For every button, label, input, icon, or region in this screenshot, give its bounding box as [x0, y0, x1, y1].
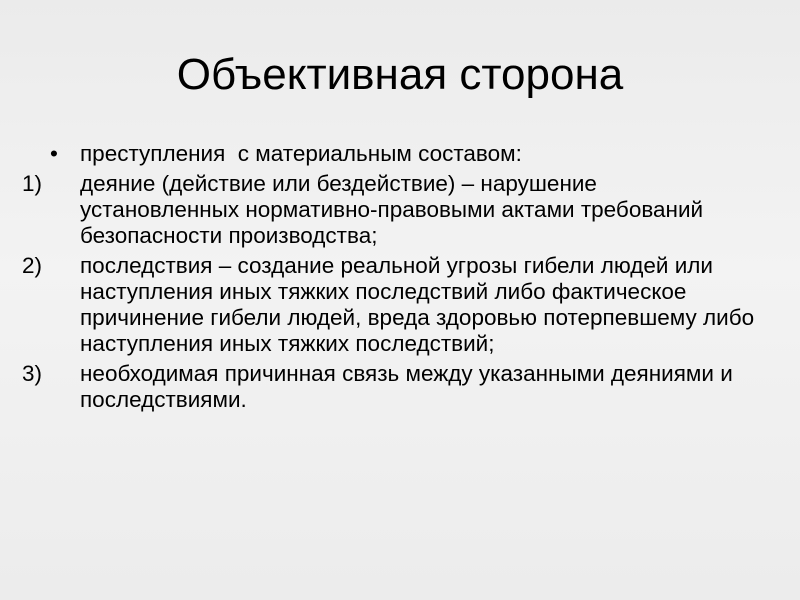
list-item-text: необходимая причинная связь между указанными деяниями и последствиями.: [80, 361, 733, 412]
list-item-text: последствия – создание реальной угрозы гибели людей или наступления иных тяжких последствий либо фактическое причинение гибели людей, вреда здоровью потерпевшему либо наступления иных тяжких последствий;: [80, 253, 755, 356]
list-item-number: 3): [22, 361, 43, 386]
list-item-number: 1): [22, 171, 43, 196]
list-item-1: [22, 171, 762, 249]
slide-title: Объективная сторона: [176, 50, 624, 99]
list-item-number: 2): [22, 253, 43, 278]
bullet-text: преступления с материальным составом:: [80, 141, 522, 166]
list-item-text: деяние (действие или бездействие) – нарушение установленных нормативно-правовыми актами требований безопасности производства;: [80, 171, 704, 248]
bullet-item: [22, 141, 762, 167]
slide-body: [22, 141, 762, 417]
list-item-2: [22, 253, 762, 357]
bullet-marker: •: [50, 141, 58, 166]
list-item-3: [22, 361, 762, 413]
